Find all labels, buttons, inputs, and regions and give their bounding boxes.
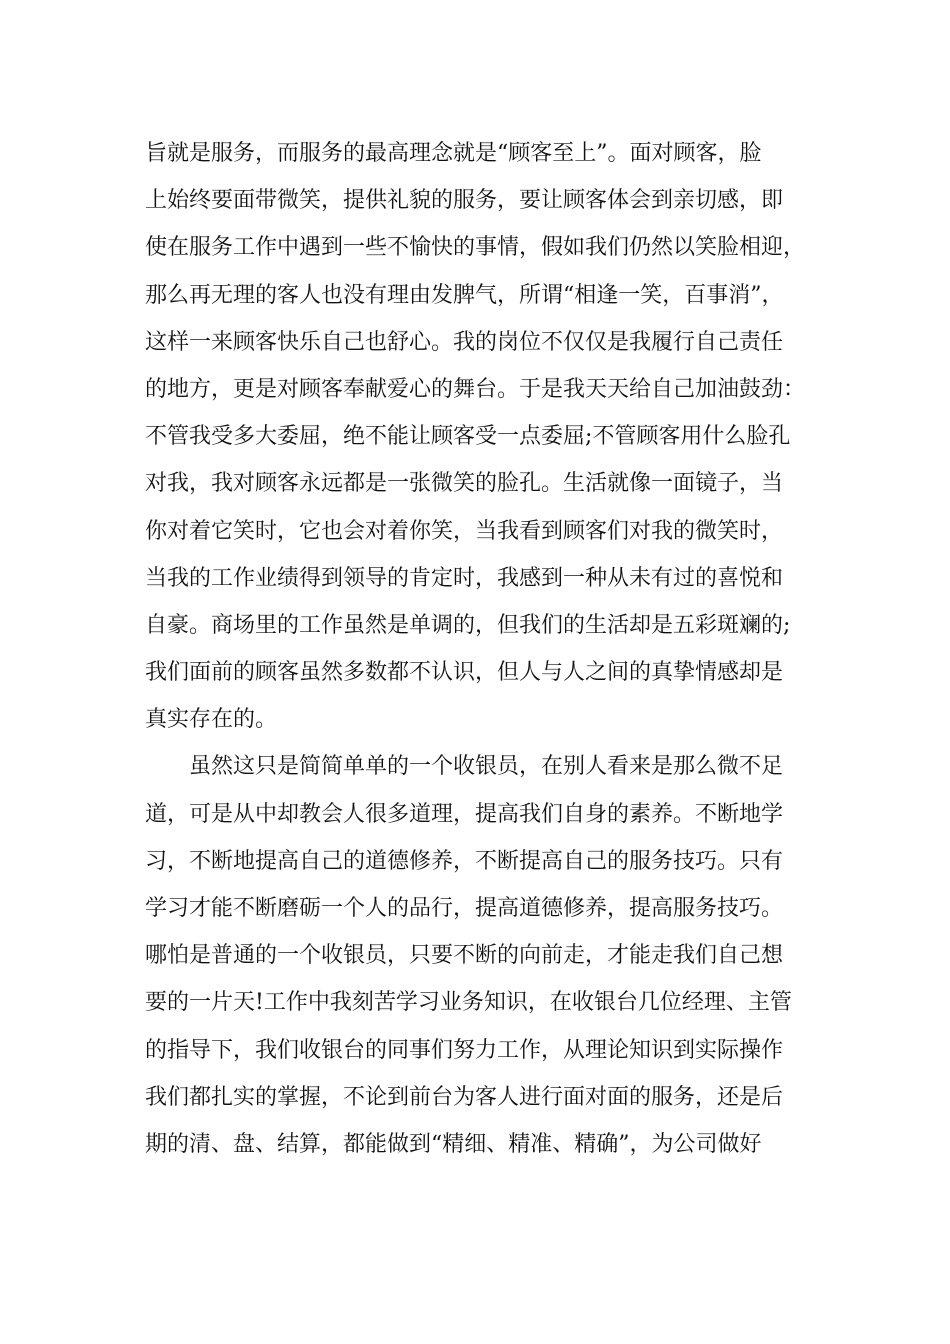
paragraph-1 — [145, 130, 825, 743]
text-line: 我们都扎实的掌握，不论到前台为客人进行面对面的服务，还是后 — [145, 1084, 784, 1110]
paragraph-2 — [145, 743, 825, 1168]
text-line: 对我，我对顾客永远都是一张微笑的脸孔。生活就像一面镜子，当 — [145, 471, 784, 497]
text-line: 上始终要面带微笑，提供礼貌的服务，要让顾客体会到亲切感，即 — [145, 188, 784, 214]
text-line: 我们面前的顾客虽然多数都不认识，但人与人之间的真挚情感却是 — [145, 660, 784, 686]
text-line: 要的一片天!工作中我刻苦学习业务知识，在收银台几位经理、主管 — [145, 990, 792, 1016]
body-text — [145, 130, 825, 1168]
text-line: 学习才能不断磨砺一个人的品行，提高道德修养，提高服务技巧。 — [145, 896, 784, 921]
text-line: 自豪。商场里的工作虽然是单调的，但我们的生活却是五彩斑斓的; — [145, 612, 791, 638]
text-line: 的地方，更是对顾客奉献爱心的舞台。于是我天天给自己加油鼓劲： — [145, 376, 806, 402]
text-line: 你对着它笑时，它也会对着你笑，当我看到顾客们对我的微笑时， — [145, 518, 784, 544]
text-line: 的指导下，我们收银台的同事们努力工作，从理论知识到实际操作 — [145, 1037, 784, 1063]
text-line: 那么再无理的客人也没有理由发脾气，所谓“相逢一笑，百事消”， — [145, 282, 784, 308]
text-line: 期的清、盘、结算，都能做到“精细、精准、精确”，为公司做好 — [145, 1131, 762, 1157]
text-line: 使在服务工作中遇到一些不愉快的事情，假如我们仍然以笑脸相迎， — [145, 235, 806, 261]
text-line: 道，可是从中却教会人很多道理，提高我们自身的素养。不断地学 — [145, 801, 784, 827]
text-line: 当我的工作业绩得到领导的肯定时，我感到一种从未有过的喜悦和 — [145, 565, 784, 591]
text-line: 不管我受多大委屈，绝不能让顾客受一点委屈;不管顾客用什么脸孔 — [145, 424, 791, 450]
text-line: 真实存在的。 — [145, 707, 278, 733]
text-line: 这样一来顾客快乐自己也舒心。我的岗位不仅仅是我履行自己责任 — [145, 329, 784, 355]
text-line-indented: 虽然这只是简简单单的一个收银员，在别人看来是那么微不足 — [189, 754, 784, 780]
text-line: 旨就是服务，而服务的最高理念就是“顾客至上”。面对顾客，脸 — [145, 141, 762, 166]
text-line: 习，不断地提高自己的道德修养，不断提高自己的服务技巧。只有 — [145, 848, 784, 874]
text-line: 哪怕是普通的一个收银员，只要不断的向前走，才能走我们自己想 — [145, 943, 784, 969]
